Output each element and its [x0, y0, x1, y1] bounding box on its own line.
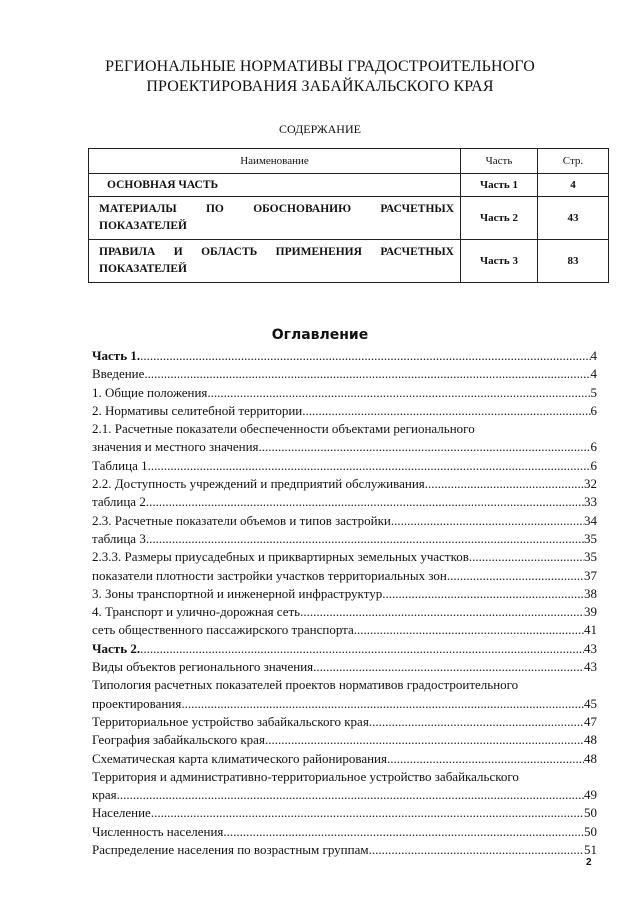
toc-entry[interactable] [92, 695, 597, 713]
toc-leader-dots [227, 823, 584, 841]
toc-entry-tail: . [368, 842, 372, 858]
toc-leader-dots [372, 841, 584, 859]
toc-leader-dots [303, 603, 584, 621]
toc-leader-dots [428, 475, 584, 493]
toc-entry-page: 6 [590, 439, 597, 455]
toc-entry[interactable] [92, 384, 597, 402]
part-page: 43 [538, 197, 609, 240]
part-name: МАТЕРИАЛЫ ПО ОБОСНОВАНИЮ РАСЧЕТНЫХ ПОКАЗАТЕЛЕЙ [89, 197, 461, 240]
toc-leader-dots [390, 750, 584, 768]
toc-entry-page: 4 [590, 366, 597, 382]
toc-entry-tail: . [390, 512, 395, 528]
toc-entry-page: 6 [590, 457, 597, 473]
toc-entry-title: 2.2. Доступность учреждений и предприятий обслуживания [92, 476, 425, 492]
parts-table-header [89, 149, 609, 174]
toc-entry-title: Схематическая карта климатического районирования [92, 750, 387, 766]
toc-entry[interactable] [92, 512, 597, 530]
table-row [89, 174, 609, 197]
toc-entry-tail: . [386, 750, 391, 766]
toc-leader-dots [146, 493, 584, 511]
toc-entry-page: 45 [584, 695, 597, 711]
toc-entry-title: Распределение населения по возрастным группам [92, 842, 369, 858]
toc-entry[interactable] [92, 438, 597, 456]
toc-entry[interactable] [92, 567, 597, 585]
toc-entry-title: таблица 2 [92, 494, 146, 510]
toc-entry-title: Виды объектов регионального значения [92, 659, 314, 675]
toc-entry-title: Численность населения [92, 823, 224, 839]
toc-entry-title: География забайкальского края [92, 732, 265, 748]
toc-leader-dots [148, 365, 591, 383]
table-of-contents [92, 347, 597, 859]
toc-leader-dots [472, 548, 584, 566]
toc-entry-page: 43 [584, 640, 597, 656]
toc-entry[interactable] [92, 603, 597, 621]
part-number: Часть 2 [461, 197, 538, 240]
toc-entry-page: 34 [584, 512, 597, 528]
toc-leader-dots [148, 457, 591, 475]
toc-entry-line[interactable]: Типология расчетных показателей проектов нормативов градостроительного [92, 677, 519, 693]
toc-entry-page: 35 [584, 549, 597, 565]
toc-entry-tail: . [136, 348, 141, 363]
toc-entry-title: значения и местного значения [92, 439, 259, 455]
toc-entry-page: 49 [584, 787, 597, 803]
toc-leader-dots [154, 804, 584, 822]
toc-entry-tail: . [302, 402, 306, 418]
toc-entry-page: 51 [584, 842, 597, 858]
part-page: 83 [538, 240, 609, 283]
toc-entry-tail: . [150, 805, 155, 821]
toc-entry-page: 41 [584, 622, 597, 638]
toc-leader-dots [372, 713, 584, 731]
table-row [89, 197, 609, 240]
toc-entry[interactable] [92, 731, 597, 749]
toc-entry-page: 47 [584, 713, 597, 729]
toc-leader-dots [120, 786, 584, 804]
toc-entry-page: 48 [584, 750, 597, 766]
toc-entry-tail: . [207, 384, 211, 400]
toc-entry-tail: . [424, 476, 429, 492]
toc-leader-dots [146, 530, 584, 548]
toc-entry-tail: . [382, 585, 386, 601]
parts-table [88, 148, 609, 283]
toc-entry-tail: . [116, 787, 120, 803]
toc-entry[interactable] [92, 621, 597, 639]
header-name: Наименование [89, 149, 461, 174]
toc-entry[interactable] [92, 365, 597, 383]
toc-entry-page: 48 [584, 732, 597, 748]
part-number: Часть 3 [461, 240, 538, 283]
toc-entry[interactable] [92, 804, 597, 822]
toc-entry-title: 2.3.3. Размеры приусадебных и приквартирных земельных участков [92, 549, 469, 565]
toc-leader-dots [450, 567, 584, 585]
toc-entry[interactable] [92, 493, 597, 511]
toc-entry-tail: . [181, 695, 185, 711]
toc-entry-page: 35 [584, 530, 597, 546]
toc-entry-tail: . [144, 366, 148, 382]
toc-entry[interactable] [92, 640, 597, 658]
toc-entry-page: 50 [584, 805, 597, 821]
toc-leader-dots [268, 731, 584, 749]
toc-entry-title: сеть общественного пассажирского транспорта [92, 622, 354, 638]
toc-leader-dots [140, 640, 584, 658]
toc-entry-page: 37 [584, 567, 597, 583]
toc-entry[interactable] [92, 347, 597, 365]
toc-entry[interactable] [92, 658, 597, 676]
toc-entry[interactable] [92, 823, 597, 841]
toc-entry-page: 39 [584, 604, 597, 620]
toc-entry[interactable] [92, 402, 597, 420]
toc-entry-title: показатели плотности застройки участков территориальных зон [92, 567, 447, 583]
toc-entry-title: края [92, 787, 117, 803]
toc-entry-title: Территориальное устройство забайкальского края [92, 713, 369, 729]
toc-entry-title: Введение [92, 366, 145, 382]
toc-entry-page: 43 [584, 659, 597, 675]
toc-entry-title: Население [92, 805, 151, 821]
toc-entry-tail: . [446, 567, 451, 583]
toc-entry[interactable] [92, 841, 597, 859]
toc-leader-dots [211, 384, 591, 402]
toc-entry-tail: . [136, 640, 141, 656]
toc-leader-dots [140, 347, 590, 365]
toc-heading: Оглавление [271, 327, 369, 343]
toc-entry-page: 33 [584, 494, 597, 510]
toc-entry-page: 38 [584, 585, 597, 601]
toc-entry-line[interactable]: Территория и административно-территориальное устройство забайкальского [92, 768, 519, 784]
toc-leader-dots [262, 438, 591, 456]
toc-entry-line[interactable]: 2.1. Расчетные показатели обеспеченности объектами регионального [92, 421, 475, 437]
toc-entry[interactable] [92, 475, 597, 493]
contents-label: СОДЕРЖАНИЕ [279, 122, 361, 136]
toc-entry-tail: . [313, 659, 317, 675]
toc-entry-tail: . [353, 622, 358, 638]
toc-entry-title: Таблица 1 [92, 457, 148, 473]
toc-leader-dots [357, 621, 584, 639]
toc-entry-title: таблица 3 [92, 530, 146, 546]
toc-entry-page: 32 [584, 476, 597, 492]
toc-entry-title: Часть 2 [92, 640, 137, 656]
toc-entry[interactable] [92, 750, 597, 768]
toc-entry-title: 3. Зоны транспортной и инженерной инфраструктур [92, 585, 383, 601]
toc-entry[interactable] [92, 585, 597, 603]
toc-entry-tail: . [468, 549, 473, 565]
toc-entry-tail: . [368, 713, 373, 729]
toc-leader-dots [316, 658, 584, 676]
toc-entry[interactable] [92, 548, 597, 566]
document-title-line-1: РЕГИОНАЛЬНЫЕ НОРМАТИВЫ ГРАДОСТРОИТЕЛЬНОГО [105, 58, 535, 75]
part-name: ПРАВИЛА И ОБЛАСТЬ ПРИМЕНЕНИЯ РАСЧЕТНЫХ ПОКАЗАТЕЛЕЙ [89, 240, 461, 283]
part-number: Часть 1 [461, 174, 538, 197]
document-title-line-2: ПРОЕКТИРОВАНИЯ ЗАБАЙКАЛЬСКОГО КРАЯ [146, 78, 494, 95]
toc-entry-page: 6 [590, 402, 597, 418]
toc-entry-title: 2. Нормативы селитебной территории [92, 402, 303, 418]
toc-entry-tail: . [300, 604, 304, 620]
toc-entry[interactable] [92, 530, 597, 548]
table-row [89, 240, 609, 283]
toc-entry-tail: . [258, 439, 262, 455]
toc-entry-tail: . [264, 732, 269, 748]
toc-entry[interactable] [92, 713, 597, 731]
toc-entry-page: 4 [590, 348, 597, 363]
toc-entry-tail: . [223, 823, 227, 839]
header-page: Стр. [538, 149, 609, 174]
toc-leader-dots [394, 512, 584, 530]
toc-entry-title: проектирования [92, 695, 182, 711]
toc-entry[interactable] [92, 786, 597, 804]
toc-entry[interactable] [92, 457, 597, 475]
toc-leader-dots [185, 695, 584, 713]
toc-entry-title: 2.3. Расчетные показатели объемов и типов застройки [92, 512, 391, 528]
part-page: 4 [538, 174, 609, 197]
toc-entry-page: 5 [590, 384, 597, 400]
toc-entry-title: 4. Транспорт и улично-дорожная сеть [92, 604, 301, 620]
toc-leader-dots [385, 585, 584, 603]
part-name: ОСНОВНАЯ ЧАСТЬ [89, 174, 461, 197]
toc-entry-page: 50 [584, 823, 597, 839]
toc-entry-title: 1. Общие положения [92, 384, 208, 400]
toc-entry-title: Часть 1 [92, 348, 137, 363]
header-part: Часть [461, 149, 538, 174]
page-number: 2 [586, 857, 592, 868]
toc-leader-dots [305, 402, 590, 420]
